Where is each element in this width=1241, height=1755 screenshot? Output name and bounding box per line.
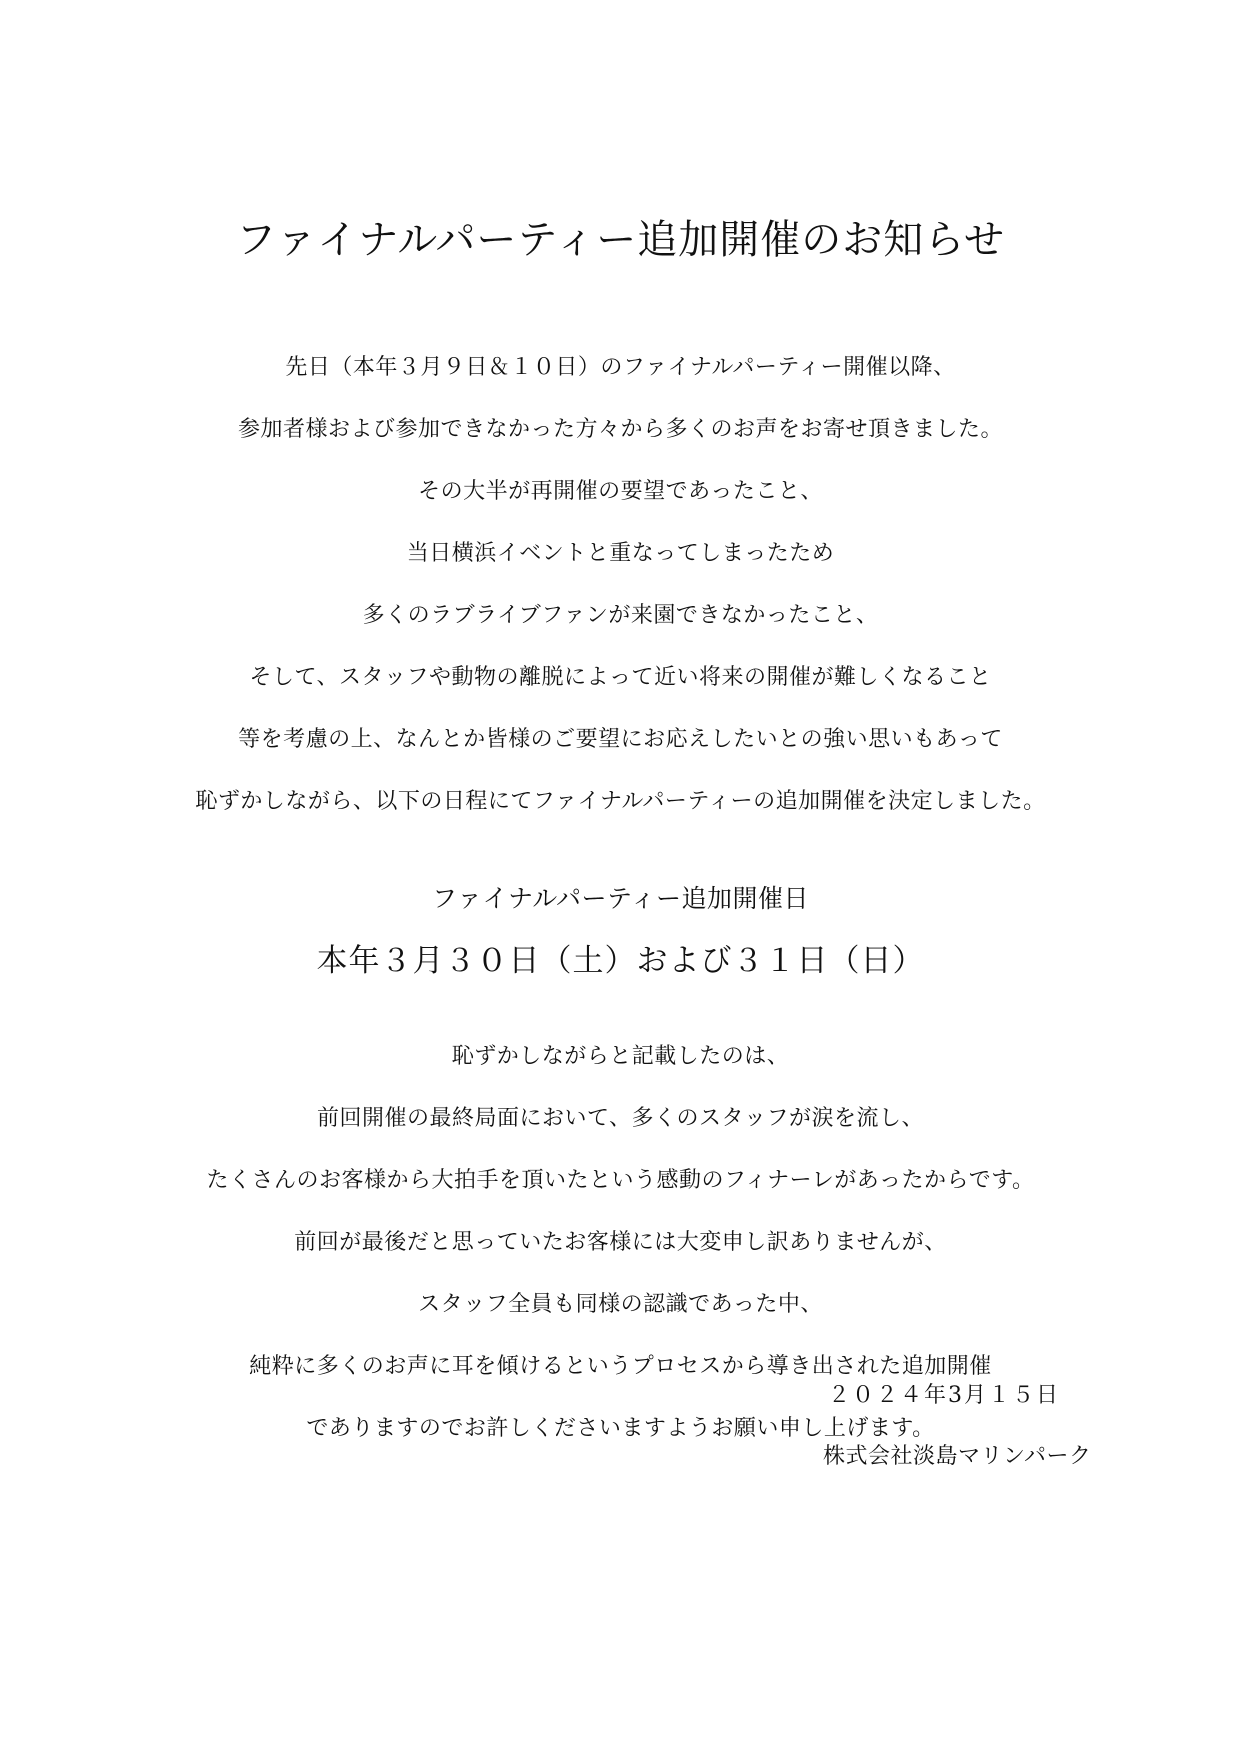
company-name: 株式会社淡島マリンパーク: [823, 1444, 1092, 1469]
explanation-line: 純粋に多くのお声に耳を傾けるというプロセスから導き出された追加開催: [249, 1354, 992, 1379]
explanation-line: 前回開催の最終局面において、多くのスタッフが涙を流し、: [316, 1106, 925, 1131]
intro-line: 等を考慮の上、なんとか皆様のご要望にお応えしたいとの強い思いもあって: [238, 727, 1003, 752]
event-date: 本年３月３０日（土）および３１日（日）: [316, 943, 925, 979]
intro-line: 多くのラブライブファンが来園できなかったこと、: [362, 603, 879, 628]
explanation-line: 前回が最後だと思っていたお客様には大変申し訳ありませんが、: [294, 1230, 947, 1255]
intro-line: そして、スタッフや動物の離脱によって近い将来の開催が難しくなること: [249, 665, 992, 690]
intro-line: 恥ずかしながら、以下の日程にてファイナルパーティーの追加開催を決定しました。: [195, 789, 1046, 814]
intro-line: その大半が再開催の要望であったこと、: [418, 479, 823, 504]
event-heading: ファイナルパーティー追加開催日: [431, 884, 809, 913]
explanation-line: でありますのでお許しくださいますようお願い申し上げます。: [306, 1416, 935, 1441]
intro-line: 当日横浜イベントと重なってしまったため: [406, 541, 835, 566]
intro-line: 先日（本年３月９日＆１０日）のファイナルパーティー開催以降、: [285, 355, 956, 380]
notice-title: ファイナルパーティー追加開催のお知らせ: [236, 217, 1005, 263]
explanation-line: 恥ずかしながらと記載したのは、: [451, 1044, 790, 1069]
intro-paragraph: [0, 353, 1241, 849]
issue-date: ２０２４年3月１５日: [828, 1383, 1060, 1408]
explanation-line: スタッフ全員も同様の認識であった中、: [418, 1292, 823, 1317]
intro-line: 参加者様および参加できなかった方々から多くのお声をお寄せ頂きました。: [237, 417, 1003, 442]
explanation-line: たくさんのお客様から大拍手を頂いたという感動のフィナーレがあったからです。: [206, 1168, 1035, 1193]
